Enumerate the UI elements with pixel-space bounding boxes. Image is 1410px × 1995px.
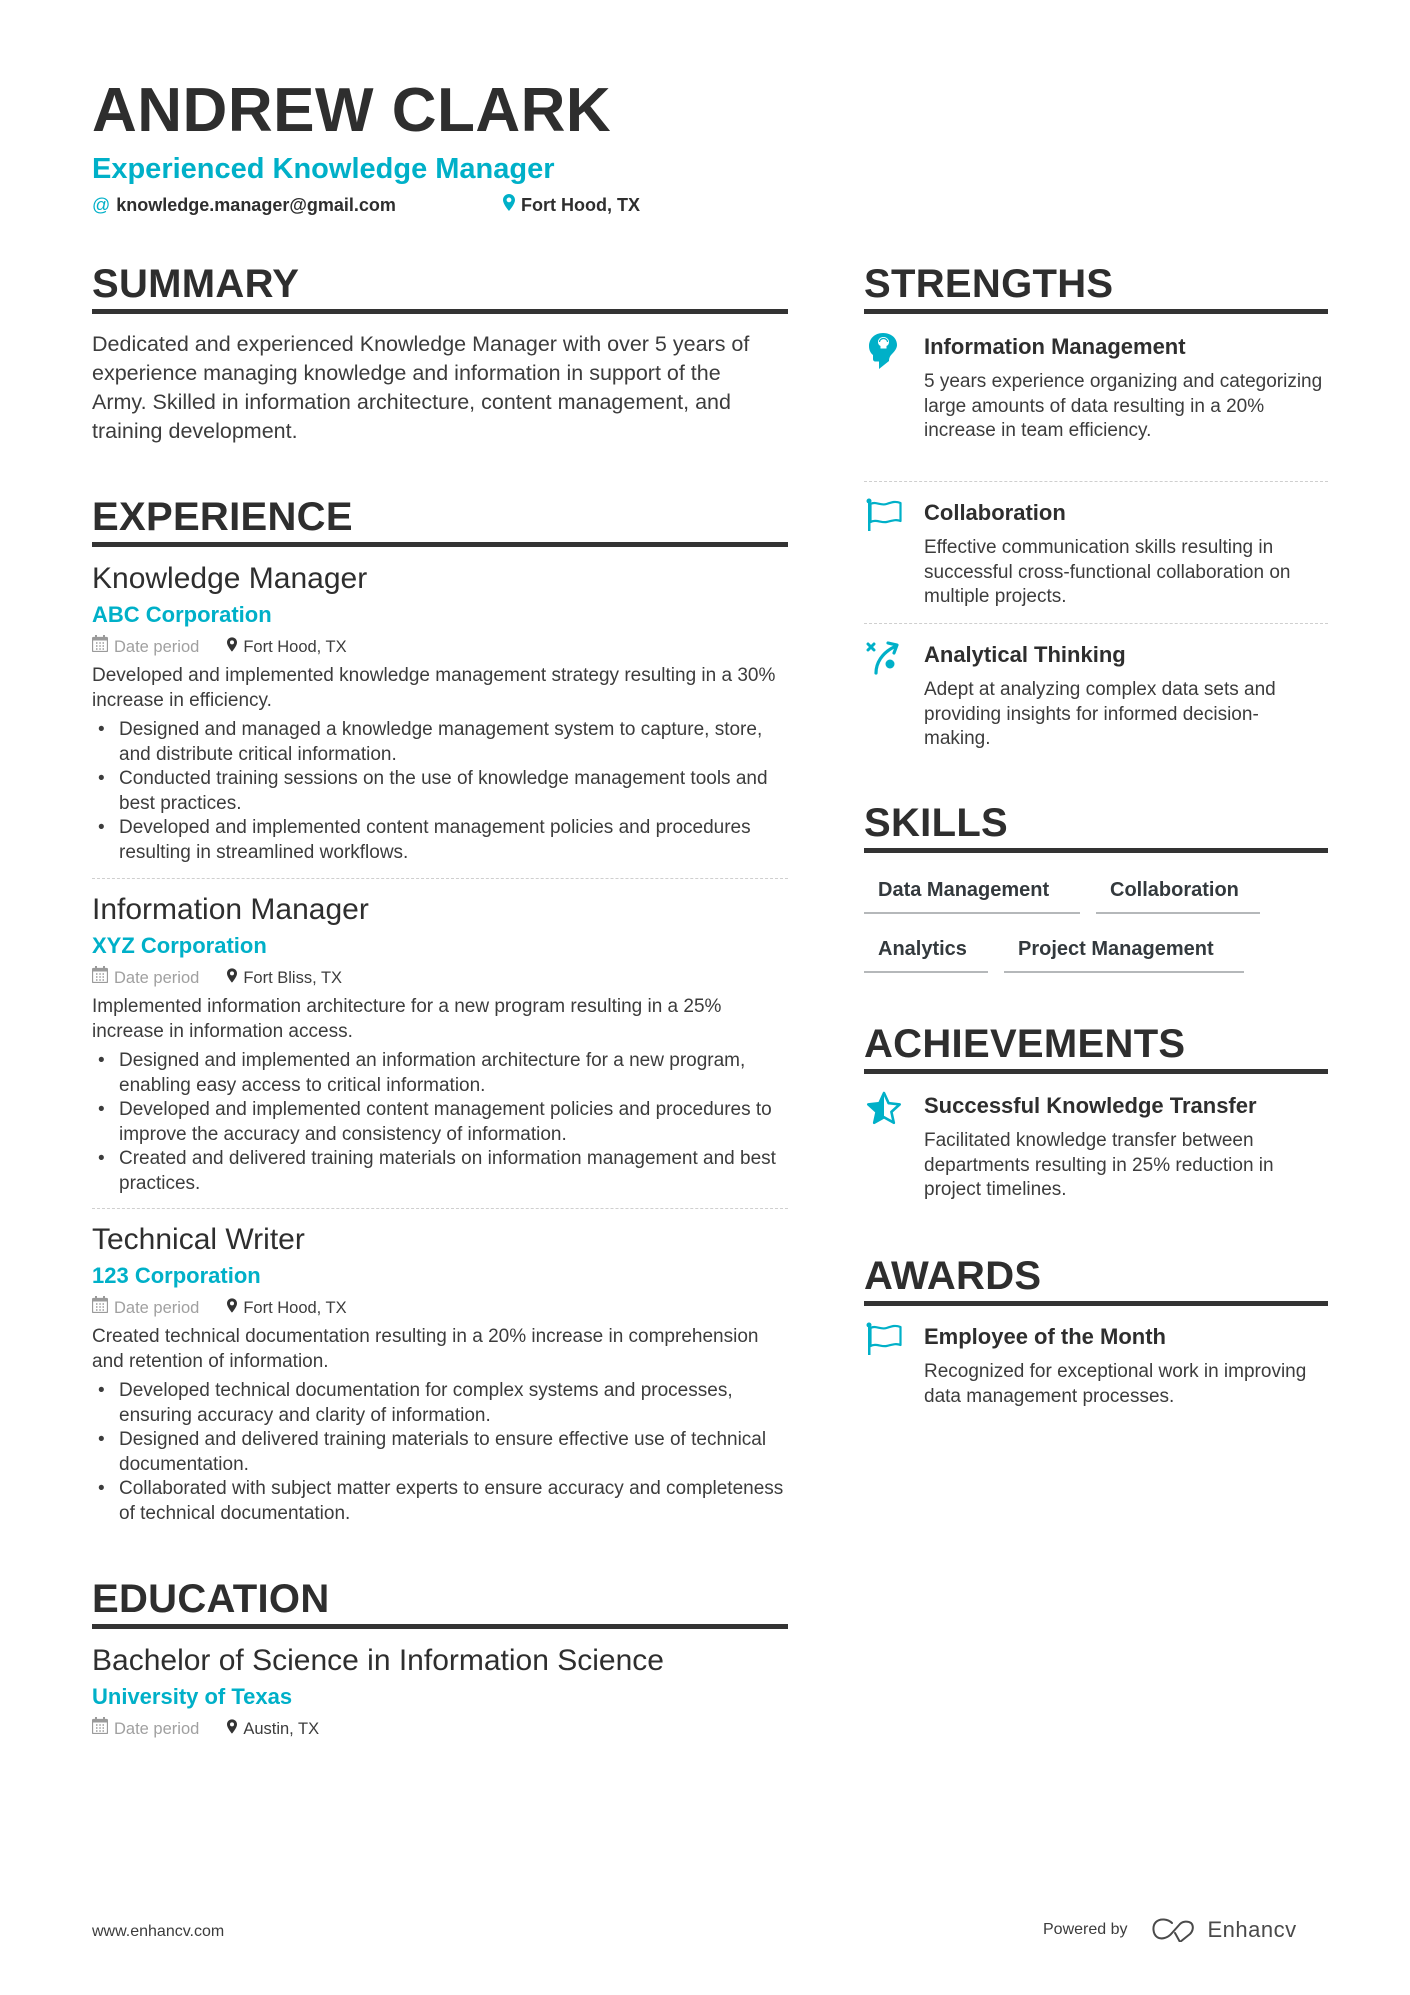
candidate-name: ANDREW CLARK bbox=[92, 76, 612, 145]
job-location: Fort Bliss, TX bbox=[243, 968, 343, 987]
summary-text: Dedicated and experienced Knowledge Manager with over 5 years of experience managing knowledge and information in support of the Army. Skilled in information architecture, content management, and training development. bbox=[92, 332, 750, 443]
education-location: Austin, TX bbox=[243, 1719, 320, 1738]
footer-website-link[interactable]: www.enhancv.com bbox=[92, 1923, 225, 1940]
strengths-rule bbox=[864, 309, 1328, 314]
map-pin-icon bbox=[227, 636, 237, 658]
contact-location bbox=[503, 194, 640, 216]
strength-description: Effective communication skills resulting in successful cross-functional collaboration on multiple projects. bbox=[924, 537, 1291, 607]
achievements-heading: ACHIEVEMENTS bbox=[864, 1022, 1186, 1066]
experience-item bbox=[92, 1222, 788, 1526]
enhancv-logo-icon bbox=[1152, 1918, 1198, 1942]
location-text: Fort Hood, TX bbox=[521, 195, 640, 215]
award-item bbox=[864, 1322, 1328, 1412]
contact-email[interactable] bbox=[92, 194, 396, 216]
strength-title: Information Management bbox=[924, 334, 1186, 359]
experience-item bbox=[92, 892, 788, 1196]
experience-heading: EXPERIENCE bbox=[92, 495, 353, 539]
divider bbox=[92, 1208, 788, 1209]
job-location: Fort Hood, TX bbox=[243, 1298, 347, 1317]
skills-heading: SKILLS bbox=[864, 801, 1009, 845]
education-meta bbox=[92, 1717, 788, 1740]
summary-heading: SUMMARY bbox=[92, 262, 300, 306]
strength-title: Analytical Thinking bbox=[924, 642, 1126, 667]
bullet-item: • Conducted training sessions on the use of knowledge management tools and best practices. bbox=[92, 767, 788, 816]
company-name[interactable]: 123 Corporation bbox=[92, 1263, 261, 1288]
job-bullets bbox=[92, 718, 788, 865]
company-name[interactable]: ABC Corporation bbox=[92, 602, 272, 627]
strength-item bbox=[864, 640, 1328, 750]
calendar-icon bbox=[92, 635, 108, 658]
at-icon: @ bbox=[92, 195, 111, 215]
bullet-item: • Created and delivered training materials on information management and best practices. bbox=[92, 1147, 788, 1196]
date-period: Date period bbox=[114, 637, 200, 656]
skill-tag: Data Management bbox=[864, 876, 1080, 914]
divider bbox=[864, 623, 1328, 624]
job-location: Fort Hood, TX bbox=[243, 637, 347, 656]
map-pin-icon bbox=[227, 1718, 237, 1740]
skill-tag: Analytics bbox=[864, 935, 988, 973]
experience-item bbox=[92, 561, 788, 865]
skills-rule bbox=[864, 848, 1328, 853]
bullet-item: • Collaborated with subject matter experts to ensure accuracy and completeness of technical documentation. bbox=[92, 1477, 788, 1526]
divider bbox=[864, 481, 1328, 482]
map-pin-icon bbox=[227, 967, 237, 989]
bullet-item: • Designed and delivered training materials to ensure effective use of technical documentation. bbox=[92, 1428, 788, 1477]
awards-rule bbox=[864, 1301, 1328, 1306]
bullet-item: • Developed technical documentation for complex systems and processes, ensuring accuracy and clarity of information. bbox=[92, 1379, 788, 1428]
map-pin-icon bbox=[503, 194, 515, 216]
footer-powered-by[interactable] bbox=[1043, 1917, 1297, 1943]
head-brain-icon bbox=[866, 332, 902, 368]
bullet-item: • Designed and managed a knowledge management system to capture, store, and distribute critical information. bbox=[92, 718, 788, 767]
bullet-item: • Developed and implemented content management policies and procedures resulting in streamlined workflows. bbox=[92, 816, 788, 865]
school-name[interactable]: University of Texas bbox=[92, 1684, 293, 1709]
achievements-rule bbox=[864, 1069, 1328, 1074]
date-period: Date period bbox=[114, 968, 200, 987]
job-meta bbox=[92, 1296, 788, 1319]
job-title: Technical Writer bbox=[92, 1223, 305, 1256]
strength-item bbox=[864, 332, 1328, 462]
experience-rule bbox=[92, 542, 788, 547]
achievement-title: Successful Knowledge Transfer bbox=[924, 1093, 1257, 1118]
candidate-headline: Experienced Knowledge Manager bbox=[92, 153, 555, 185]
strength-description: 5 years experience organizing and categorizing large amounts of data resulting in a 20% increase in team efficiency. bbox=[924, 371, 1323, 441]
flag-icon bbox=[866, 498, 902, 534]
strength-description: Adept at analyzing complex data sets and providing insights for informed decision-making. bbox=[924, 679, 1276, 749]
powered-by-label: Powered by bbox=[1043, 1921, 1128, 1938]
achievement-description: Facilitated knowledge transfer between departments resulting in 25% reduction in project timelines. bbox=[924, 1130, 1274, 1200]
job-description: Created technical documentation resulting in a 20% increase in comprehension and retention of information. bbox=[92, 1326, 759, 1372]
skill-tag: Project Management bbox=[1004, 935, 1244, 973]
education-rule bbox=[92, 1624, 788, 1629]
calendar-icon bbox=[92, 1717, 108, 1740]
strength-item bbox=[864, 498, 1328, 608]
job-title: Knowledge Manager bbox=[92, 562, 368, 595]
bullet-item: • Designed and implemented an information architecture for a new program, enabling easy access to critical information. bbox=[92, 1049, 788, 1098]
strength-title: Collaboration bbox=[924, 500, 1066, 525]
strategy-arrow-icon bbox=[866, 640, 902, 676]
award-title: Employee of the Month bbox=[924, 1324, 1166, 1349]
divider bbox=[92, 878, 788, 879]
flag-icon bbox=[866, 1322, 902, 1358]
job-title: Information Manager bbox=[92, 893, 369, 926]
email-text: knowledge.manager@gmail.com bbox=[116, 195, 396, 215]
job-description: Implemented information architecture for a new program resulting in a 25% increase in information access. bbox=[92, 996, 722, 1042]
bullet-item: • Developed and implemented content management policies and procedures to improve the accuracy and consistency of information. bbox=[92, 1098, 788, 1147]
skill-tag: Collaboration bbox=[1096, 876, 1260, 914]
education-item bbox=[92, 1643, 788, 1740]
job-meta bbox=[92, 635, 788, 658]
enhancv-logo bbox=[1152, 1917, 1297, 1943]
star-icon bbox=[866, 1091, 902, 1127]
job-description: Developed and implemented knowledge management strategy resulting in a 30% increase in efficiency. bbox=[92, 665, 776, 711]
strengths-heading: STRENGTHS bbox=[864, 262, 1114, 306]
job-meta bbox=[92, 966, 788, 989]
date-period: Date period bbox=[114, 1719, 200, 1738]
job-bullets bbox=[92, 1049, 788, 1196]
degree: Bachelor of Science in Information Science bbox=[92, 1644, 664, 1677]
calendar-icon bbox=[92, 1296, 108, 1319]
company-name[interactable]: XYZ Corporation bbox=[92, 933, 267, 958]
calendar-icon bbox=[92, 966, 108, 989]
job-bullets bbox=[92, 1379, 788, 1526]
map-pin-icon bbox=[227, 1297, 237, 1319]
awards-heading: AWARDS bbox=[864, 1254, 1042, 1298]
summary-rule bbox=[92, 309, 788, 314]
achievement-item bbox=[864, 1091, 1328, 1201]
date-period: Date period bbox=[114, 1298, 200, 1317]
award-description: Recognized for exceptional work in improving data management processes. bbox=[924, 1361, 1307, 1407]
brand-name: Enhancv bbox=[1207, 1917, 1297, 1942]
education-heading: EDUCATION bbox=[92, 1577, 330, 1621]
